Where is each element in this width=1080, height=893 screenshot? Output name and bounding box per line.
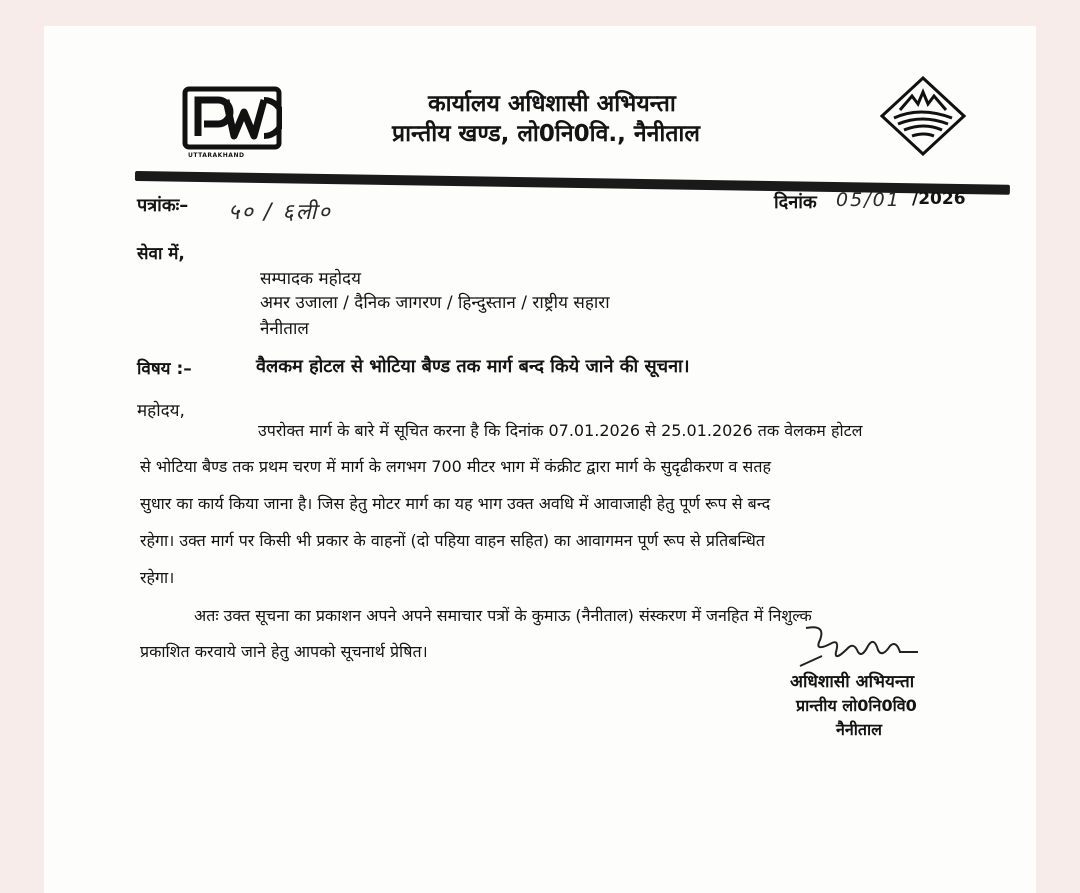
para2-line-2: प्रकाशित करवाये जाने हेतु आपको सूचनार्थ प्रेषित।	[140, 642, 428, 661]
pwd-logo	[182, 86, 282, 162]
para1-line-5: रहेगा।	[140, 568, 175, 587]
date-day-month: 05/01	[836, 189, 901, 211]
para1-line-3: सुधार का कार्य किया जाना है। जिस हेतु मोटर मार्ग का यह भाग उक्त अवधि में आवाजाही हेतु पूर्ण रूप से बन्द	[140, 494, 771, 513]
para1-line-2: से भोटिया बैण्ड तक प्रथम चरण में मार्ग के लगभग 700 मीटर भाग में कंक्रीट द्वारा मार्ग के सुदृढीकरण व सतह	[140, 457, 771, 476]
para2-line-1: अतः उक्त सूचना का प्रकाशन अपने अपने समाचार पत्रों के कुमाऊ (नैनीताल) संस्करण में जनहित में निशुल्क	[194, 606, 812, 625]
ref-label: पत्रांकः–	[137, 195, 189, 216]
office-subtitle: प्रान्तीय खण्ड, लो0नि0वि., नैनीताल	[392, 121, 700, 147]
to-label: सेवा में,	[137, 244, 185, 264]
subject-text: वैलकम होटल से भोटिया बैण्ड तक मार्ग बन्द किये जाने की सूचना।	[256, 356, 690, 377]
signatory-title: अधिशासी अभियन्ता	[790, 672, 915, 692]
subject-label: विषय :–	[137, 359, 192, 379]
salutation: महोदय,	[137, 401, 185, 421]
recipient-line-1: सम्पादक महोदय	[260, 269, 361, 289]
signatory-office: प्रान्तीय लो0नि0वि0	[796, 696, 917, 715]
logo-caption: UTTARAKHAND	[188, 152, 245, 159]
para1-line-4: रहेगा। उक्त मार्ग पर किसी भी प्रकार के वाहनों (दो पहिया वाहन सहित) का आवागमन पूर्ण रूप से प्रतिबन्धित	[140, 531, 765, 550]
date-year: /2026	[912, 189, 966, 209]
office-title: कार्यालय अधिशासी अभियन्ता	[428, 91, 676, 117]
uttarakhand-emblem	[880, 76, 966, 160]
recipient-line-2: अमर उजाला / दैनिक जागरण / हिन्दुस्तान / राष्ट्रीय सहारा	[260, 293, 610, 313]
date-label: दिनांक	[774, 192, 817, 213]
ref-number: ५० / ६ली०	[228, 200, 332, 225]
recipient-line-3: नैनीताल	[260, 319, 309, 339]
signatory-place: नैनीताल	[836, 720, 883, 739]
signature	[796, 622, 926, 670]
para1-line-1: उपरोक्त मार्ग के बारे में सूचित करना है कि दिनांक 07.01.2026 से 25.01.2026 तक वेलकम होटल	[258, 421, 863, 440]
